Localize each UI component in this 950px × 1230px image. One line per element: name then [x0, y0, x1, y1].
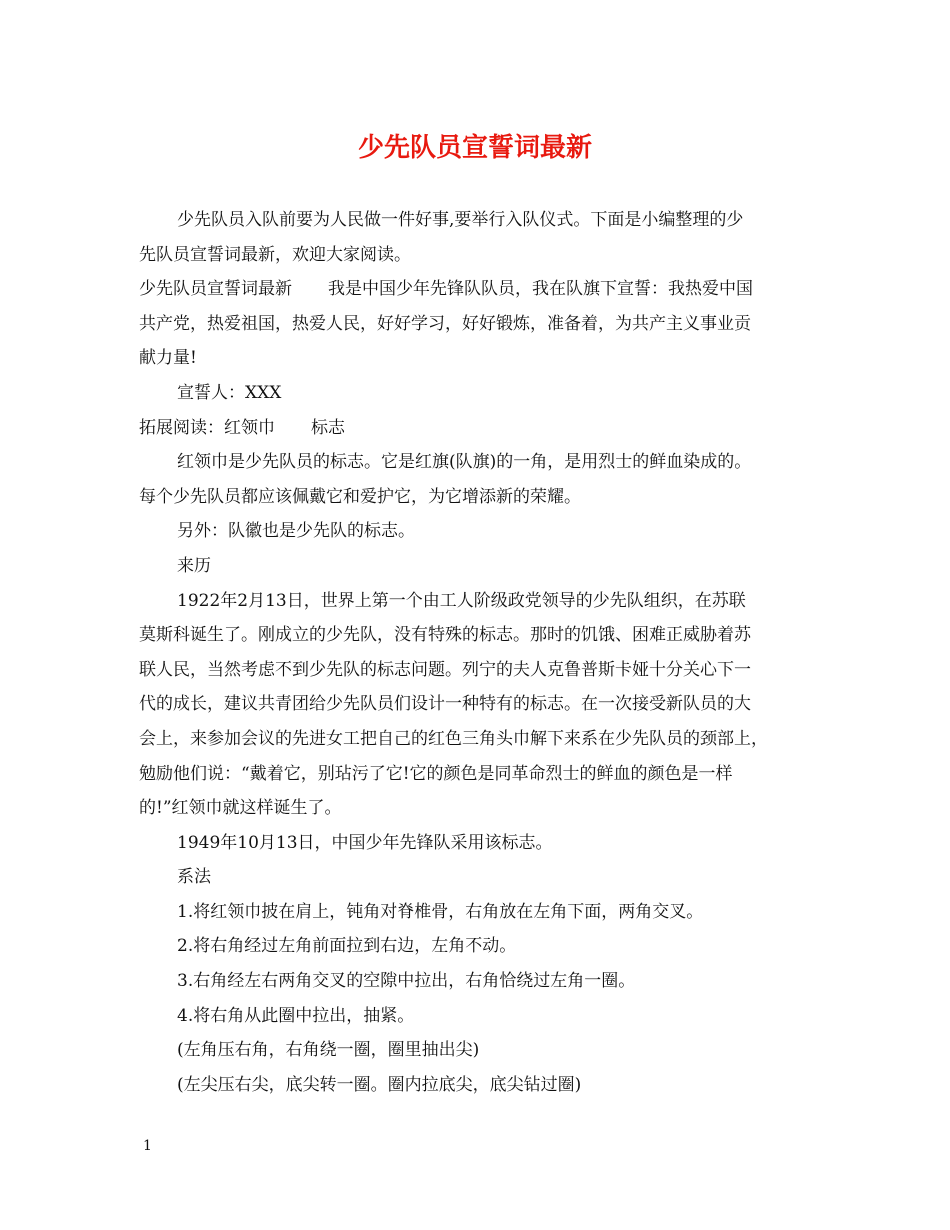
paragraph-line: 的!”红领巾就这样诞生了。 — [139, 798, 342, 819]
document-title: 少先队员宣誓词最新 — [357, 133, 592, 163]
page-number: 1 — [143, 1138, 152, 1154]
paragraph-line: 另外：队徽也是少先队的标志。 — [177, 521, 415, 542]
paragraph-line: 1922年2月13日，世界上第一个由工人阶级政党领导的少先队组织，在苏联 — [177, 590, 746, 611]
paragraph-line: 红领巾是少先队员的标志。它是红旗(队旗)的一角，是用烈士的鲜血染成的。 — [177, 452, 752, 473]
paragraph-line: 联人民，当然考虑不到少先队的标志问题。列宁的夫人克鲁普斯卡娅十分关心下一 — [139, 659, 751, 680]
extended-reading-label: 拓展阅读：红领巾 — [139, 417, 275, 438]
paragraph-line: 每个少先队员都应该佩戴它和爱护它，为它增添新的荣耀。 — [139, 486, 581, 507]
paragraph-line: 先队员宣誓词最新，欢迎大家阅读。 — [139, 244, 411, 265]
paragraph-line: 会上，来参加会议的先进女工把自己的红色三角头巾解下来系在少先队员的颈部上， — [139, 728, 768, 749]
document-body — [139, 203, 817, 1102]
paragraph-line: 共产党，热爱祖国，热爱人民，好好学习，好好锻炼，准备着，为共产主义事业贡 — [139, 313, 751, 334]
oath-text: 我是中国少年先锋队队员，我在队旗下宣誓：我热爱中国 — [328, 279, 753, 300]
paragraph-line — [139, 272, 817, 307]
paragraph-line: 1949年10月13日，中国少年先锋队采用该标志。 — [177, 832, 553, 853]
paragraph-line: 少先队员入队前要为人民做一件好事,要举行入队仪式。下面是小编整理的少 — [177, 210, 744, 230]
section-heading-tying: 系法 — [177, 867, 211, 888]
list-item: 2.将右角经过左角前面拉到右边，左角不动。 — [177, 936, 517, 957]
mnemonic-line: (左角压右角，右角绕一圈，圈里抽出尖) — [177, 1040, 480, 1061]
paragraph-line — [139, 411, 817, 446]
section-heading-origin: 来历 — [177, 555, 211, 576]
mnemonic-line: (左尖压右尖，底尖转一圈。圈内拉底尖，底尖钻过圈) — [177, 1074, 582, 1095]
oath-heading: 少先队员宣誓词最新 — [139, 279, 292, 300]
paragraph-line: 代的成长，建议共青团给少先队员们设计一种特有的标志。在一次接受新队员的大 — [139, 694, 751, 715]
section-heading-symbol: 标志 — [311, 417, 345, 438]
list-item: 1.将红领巾披在肩上，钝角对脊椎骨，右角放在左角下面，两角交叉。 — [177, 901, 704, 922]
paragraph-line: 勉励他们说：“戴着它，别玷污了它!它的颜色是同革命烈士的鲜血的颜色是一样 — [139, 763, 733, 784]
list-item: 3.右角经左右两角交叉的空隙中拉出，右角恰绕过左角一圈。 — [177, 971, 636, 992]
paragraph-line: 献力量! — [139, 348, 197, 369]
oath-signer: 宣誓人：XXX — [177, 382, 282, 403]
paragraph-line: 莫斯科诞生了。刚成立的少先队，没有特殊的标志。那时的饥饿、困难正威胁着苏 — [139, 625, 751, 646]
list-item: 4.将右角从此圈中拉出，抽紧。 — [177, 1005, 415, 1026]
